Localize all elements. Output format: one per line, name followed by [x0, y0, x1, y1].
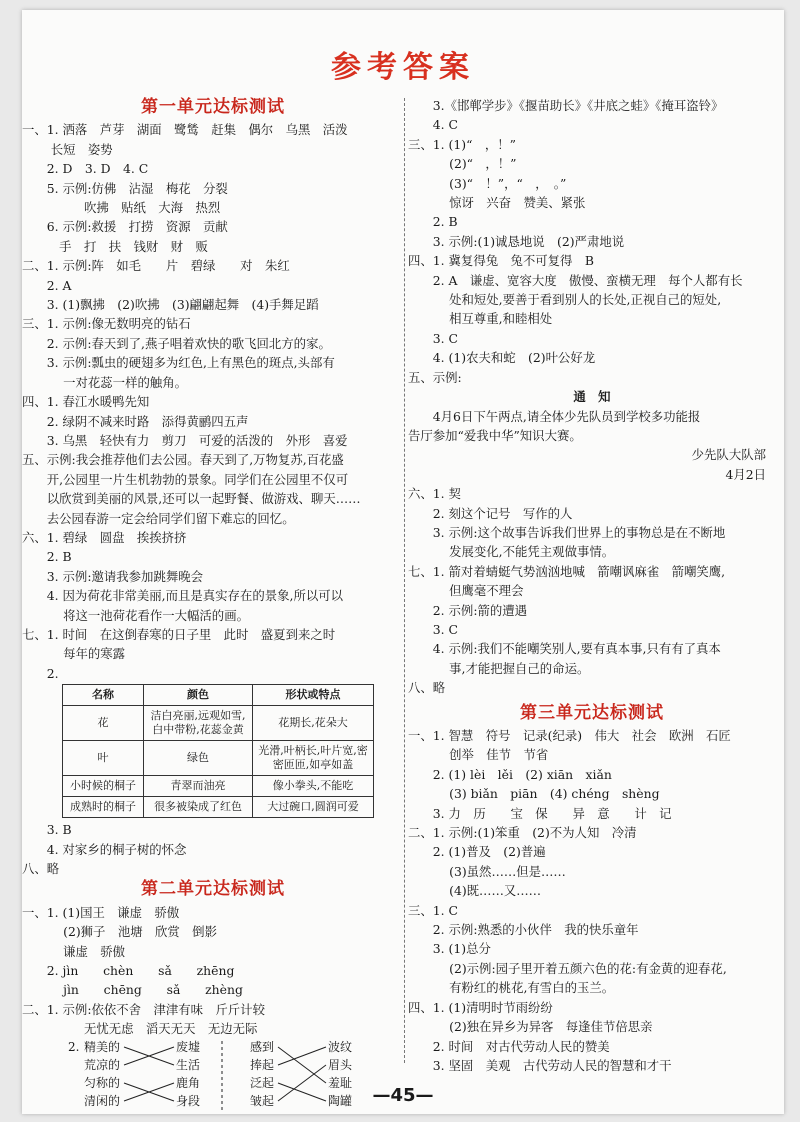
table-cell: 小时候的桐子 [63, 776, 144, 797]
answer-line: 2. 时间 对古代劳动人民的赞美 [408, 1038, 610, 1054]
answer-line: 2. (1) lèi lěi (2) xiān xiǎn [408, 766, 612, 782]
match-word: 陶罐 [328, 1093, 353, 1108]
answer-line: 3. C [408, 621, 459, 637]
table-header: 名称 [63, 685, 144, 706]
answer-line: (3) biǎn piān (4) chéng shèng [408, 786, 660, 802]
answer-line: 五、示例:我会推荐他们去公园。春天到了,万物复苏,百花盛 [22, 452, 344, 468]
table-cell: 大过碗口,圆润可爱 [253, 797, 374, 818]
answer-line: 无忧无虑 滔天无天 无边无际 [22, 1021, 258, 1037]
page-number: —45— [372, 1085, 434, 1106]
answer-line: 八、略 [22, 861, 60, 876]
answer-line: 开,公园里一片生机勃勃的景象。同学们在公园里不仅可 [22, 471, 349, 487]
answer-line: 2. 刻这个记号 写作的人 [408, 505, 573, 521]
answer-line: 3. 坚固 美观 古代劳动人民的智慧和才干 [408, 1057, 672, 1073]
answer-line: 谦虚 骄傲 [22, 943, 126, 959]
answer-line: 2. 示例:箭的遭遇 [408, 602, 528, 618]
answer-line: 4月6日下午两点,请全体少先队员到学校多功能报 [408, 408, 701, 424]
answer-page [22, 10, 784, 1114]
answer-line: 手 打 扶 钱财 财 贩 [22, 238, 208, 254]
answer-line: 六、1. 契 [408, 486, 461, 502]
answer-line: (3)虽然……但是…… [408, 863, 566, 879]
answer-line: 以欣赏到美丽的风景,还可以一起野餐、做游戏、聊天…… [22, 491, 361, 507]
answer-line: (2)示例:园子里开着五颜六色的花:有金黄的迎春花, [408, 960, 727, 976]
right-column [408, 96, 776, 1075]
answer-line: 长短 姿势 [22, 141, 113, 157]
answer-line: 3. (1)飘拂 (2)吹拂 (3)翩翩起舞 (4)手舞足蹈 [22, 297, 319, 313]
answer-line: 3. 示例:邀请我参加跳舞晚会 [22, 568, 204, 584]
answer-line: 一、1. 智慧 符号 记录(纪录) 伟大 社会 欧洲 石匠 [408, 728, 731, 743]
answer-line: 四、1. (1)清明时节雨纷纷 [408, 999, 553, 1015]
match-word: 泛起 [250, 1075, 275, 1090]
answer-line: (4)既……又…… [408, 883, 542, 899]
answer-line: 5. 示例:仿佛 沾湿 梅花 分裂 [22, 180, 228, 196]
notice-date: 4月2日 [725, 466, 766, 482]
answer-line: 六、1. 碧绿 圆盘 挨挨挤挤 [22, 529, 187, 545]
match-word: 波纹 [328, 1039, 353, 1054]
notice-signer: 少先队大队部 [691, 447, 766, 463]
answer-line: 3. 示例:(1)诚恳地说 (2)严肃地说 [408, 233, 625, 249]
table-row [63, 797, 374, 818]
answer-line: 四、1. 冀复得兔 兔不可复得 B [408, 253, 594, 269]
table-header: 形状或特点 [253, 685, 374, 706]
answer-line: 二、1. 示例:阵 如毛 片 碧绿 对 朱红 [22, 258, 290, 274]
answer-line: 八、略 [408, 680, 446, 696]
match-line [278, 1047, 326, 1083]
answer-line: 2. 绿阴不减来时路 添得黄鹂四五声 [22, 413, 249, 429]
answer-line: 二、1. 示例:(1)笨重 (2)不为人知 冷清 [408, 825, 637, 841]
match-word: 羞耻 [328, 1075, 353, 1090]
answer-line: 2. jìn chèn sǎ zhēng [22, 963, 235, 979]
answer-line: 一、1. 洒落 芦芽 湖面 鹭鸶 赶集 偶尔 乌黑 活泼 [22, 122, 348, 138]
unit-2-title: 第二单元达标测试 [141, 879, 285, 900]
answer-line: 4. 因为荷花非常美丽,而且是真实存在的景象,所以可以 [22, 588, 344, 604]
answer-line: 3. 示例:瓢虫的硬翅多为红色,上有黑色的斑点,头部有 [22, 355, 335, 371]
answer-line: 3. 示例:这个故事告诉我们世界上的事物总是在不断地 [408, 524, 726, 540]
table-cell: 很多被染成了红色 [144, 797, 253, 818]
match-word: 荒凉的 [84, 1057, 121, 1072]
answer-line: 2. B [408, 214, 458, 230]
answer-line: 告厅参加“爱我中华”知识大赛。 [408, 427, 582, 443]
answer-line: 二、1. 示例:依依不舍 津津有味 斤斤计较 [22, 1001, 265, 1017]
answer-line: 2. A [22, 277, 72, 293]
column-divider [404, 98, 405, 1063]
answer-line: 处和短处,要善于看到别人的长处,正视自己的短处, [408, 292, 722, 308]
match-word: 感到 [250, 1039, 275, 1054]
answer-line: 2. A 谦虚、宽容大度 傲慢、蛮横无理 每个人都有长 [408, 272, 743, 288]
answer-line: jìn chēng sǎ zhèng [22, 982, 243, 998]
table-row [63, 776, 374, 797]
table-cell: 青翠而油亮 [144, 776, 253, 797]
unit-2-answers-c [408, 96, 776, 387]
match-word: 匀称的 [84, 1075, 121, 1090]
tung-tree-table [62, 684, 374, 818]
answer-line: 3. (1)总分 [408, 941, 491, 957]
answer-line: 发展变化,不能凭主观做事情。 [408, 544, 615, 560]
answer-line: 惊讶 兴奋 赞美、紧张 [408, 195, 586, 211]
answer-line: 相互尊重,和睦相处 [408, 311, 553, 327]
answer-line: 一、1. (1)国王 谦虚 骄傲 [22, 904, 180, 920]
answer-line: 2. D 3. D 4. C [22, 161, 149, 177]
answer-line: 3. C [408, 330, 459, 346]
answer-line: 2. (1)普及 (2)普遍 [408, 844, 546, 860]
unit-3-title: 第三单元达标测试 [520, 702, 664, 723]
match-word: 废墟 [176, 1039, 201, 1054]
table-cell: 花期长,花朵大 [253, 706, 374, 741]
answer-line: 一对花蕊一样的触角。 [22, 374, 188, 390]
answer-line: 4. 对家乡的桐子树的怀念 [22, 841, 187, 857]
match-line [278, 1047, 326, 1065]
answer-line: 每年的寒露 [22, 646, 126, 662]
answer-line: 2. 示例:春天到了,燕子唱着欢快的歌飞回北方的家。 [22, 335, 331, 351]
table-cell: 洁白亮丽,远观如雪,白中带粉,花蕊金黄 [144, 706, 253, 741]
answer-line: (3)“ ！”，“ ， 。” [408, 175, 567, 191]
matching-number: 2. [68, 1039, 80, 1054]
unit-1-answers-a [22, 120, 404, 683]
match-word: 皱起 [250, 1093, 275, 1108]
answer-line: 五、示例: [408, 369, 462, 385]
match-word: 鹿角 [176, 1075, 201, 1090]
answer-line: 4. 示例:我们不能嘲笑别人,要有真本事,只有有了真本 [408, 641, 721, 657]
unit-1-answers-b [22, 820, 404, 878]
match-word: 清闲的 [84, 1093, 121, 1108]
answer-line: 创举 佳节 节省 [408, 747, 549, 763]
table-cell: 叶 [63, 741, 144, 776]
unit-3-answers [408, 726, 776, 1075]
unit-2-answers-a [22, 903, 404, 1039]
table-cell: 成熟时的桐子 [63, 797, 144, 818]
table-cell: 花 [63, 706, 144, 741]
answer-line: (2)狮子 池塘 欣赏 倒影 [22, 924, 217, 940]
answer-line: 七、1. 箭对着蜻蜓气势汹汹地喊 箭嘲讽麻雀 箭嘲笑鹰, [408, 563, 726, 579]
answer-line: 2. 示例:熟悉的小伙伴 我的快乐童年 [408, 922, 639, 938]
left-column [22, 96, 404, 1114]
table-cell: 绿色 [144, 741, 253, 776]
notice-body [408, 407, 776, 446]
match-word: 精美的 [84, 1039, 121, 1054]
answer-line: 3. 力 历 宝 保 异 意 计 记 [408, 805, 672, 821]
answer-line: 七、1. 时间 在这倒春寒的日子里 此时 盛夏到来之时 [22, 626, 336, 642]
table-header: 颜色 [144, 685, 253, 706]
answer-line: 去公园春游一定会给同学们留下难忘的回忆。 [22, 510, 295, 526]
answer-line: 但鹰毫不理会 [408, 583, 524, 599]
match-word: 眉头 [328, 1057, 353, 1072]
answer-line: 三、1. 示例:像无数明亮的钻石 [22, 316, 191, 332]
answer-line: 事,才能把握自己的命运。 [408, 660, 590, 676]
answer-line: 4. (1)农夫和蛇 (2)叶公好龙 [408, 350, 596, 366]
table-cell: 像小拳头,不能吃 [253, 776, 374, 797]
answer-line: 2. [22, 665, 59, 681]
table-cell: 光滑,叶柄长,叶片宽,密密匝匝,如亭如盖 [253, 741, 374, 776]
answer-line: 2. B [22, 549, 72, 565]
answer-line: (2)独在异乡为异客 每逢佳节倍思亲 [408, 1019, 653, 1035]
answer-line: 四、1. 春江水暖鸭先知 [22, 394, 150, 410]
unit-2-answers-d [408, 484, 776, 697]
answer-line: 3.《邯郸学步》《揠苗助长》《井底之蛙》《掩耳盗铃》 [408, 98, 724, 113]
table-row [63, 706, 374, 741]
match-word: 生活 [176, 1057, 201, 1072]
answer-line: 3. B [22, 822, 72, 838]
answer-line: 三、1. (1)“ ，！” [408, 136, 516, 152]
table-row [63, 741, 374, 776]
unit-1-title: 第一单元达标测试 [141, 97, 285, 117]
answer-line: 吹拂 贴纸 大海 热烈 [22, 200, 221, 216]
answer-line: 3. 乌黑 轻快有力 剪刀 可爱的活泼的 外形 喜爱 [22, 432, 348, 448]
answer-line: 将这一池荷花看作一大幅活的画。 [22, 607, 249, 623]
notice-heading: 通 知 [573, 389, 611, 405]
answer-line: 有粉红的桃花,有雪白的玉兰。 [408, 980, 615, 996]
page-title: 参考答案 [331, 50, 475, 85]
answer-line: 三、1. C [408, 902, 459, 918]
answer-line: 6. 示例:救援 打捞 资源 贡献 [22, 219, 228, 235]
answer-line: (2)“ ，！” [408, 156, 517, 172]
match-word: 捧起 [250, 1057, 275, 1072]
match-word: 身段 [176, 1093, 201, 1108]
answer-line: 4. C [408, 117, 459, 133]
